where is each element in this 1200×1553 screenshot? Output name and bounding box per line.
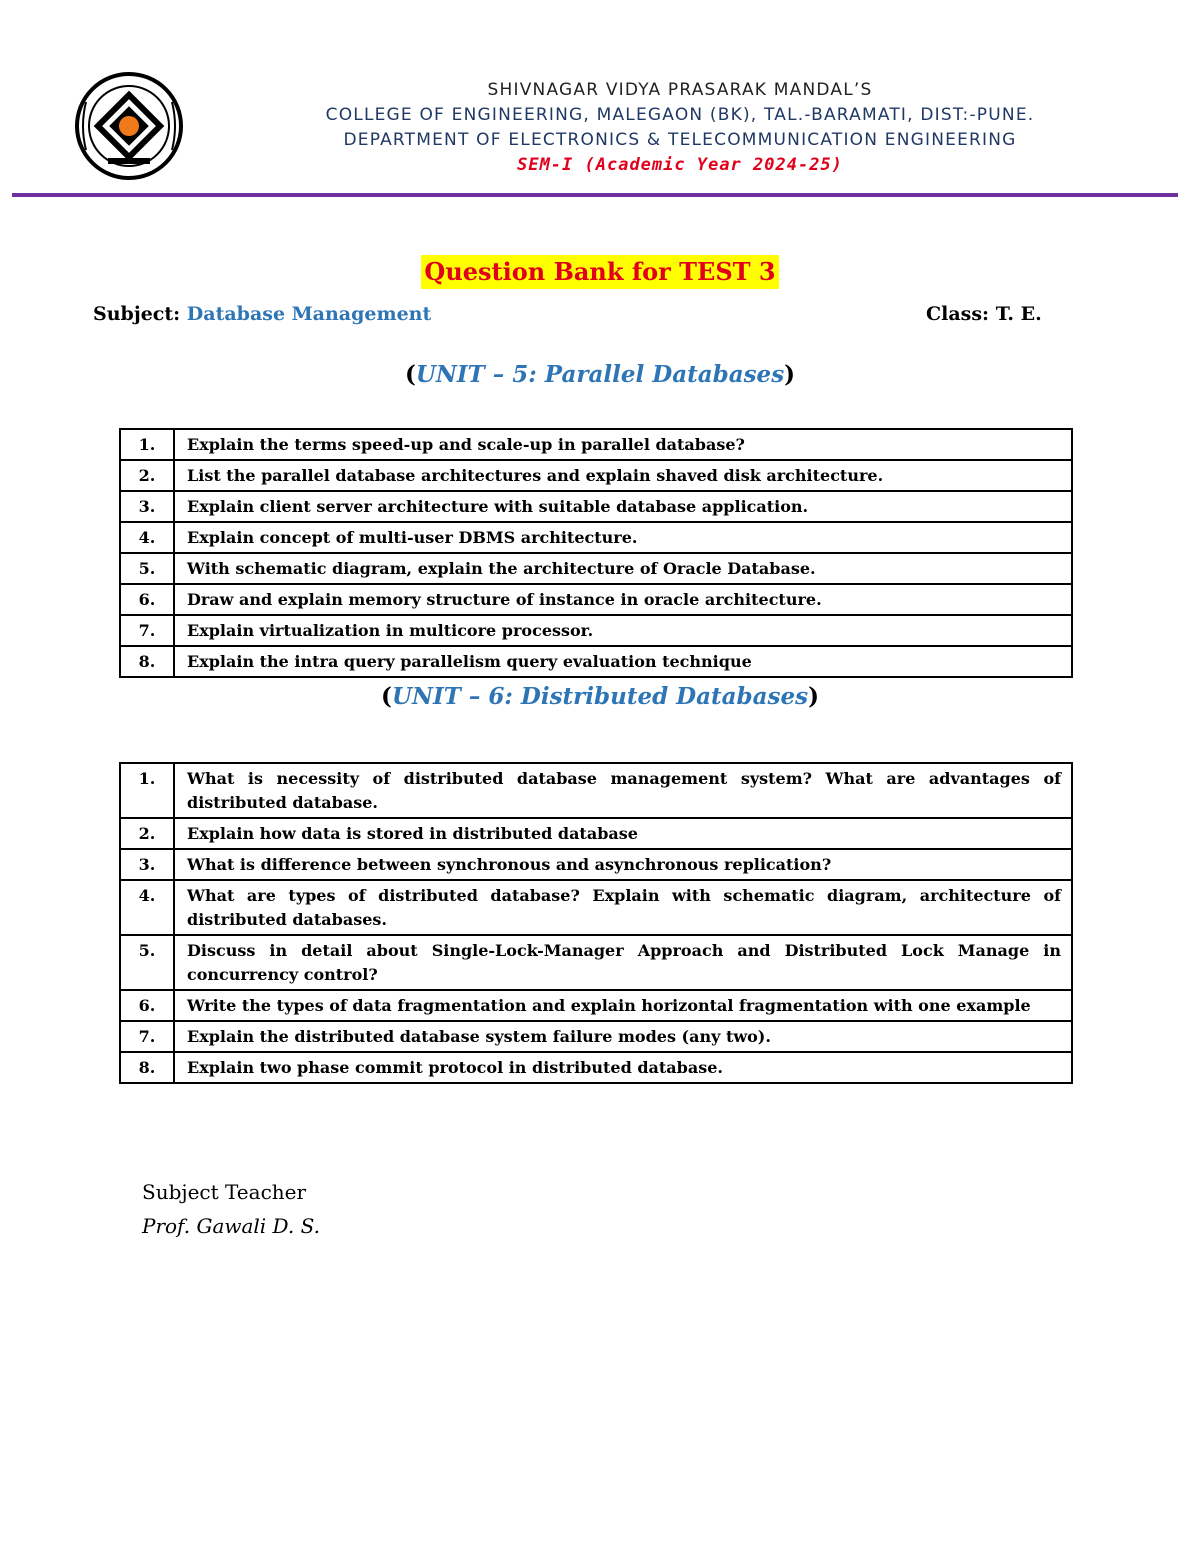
class-label: Class: [926, 303, 990, 325]
table-row [120, 522, 1072, 553]
question-text: Explain the intra query parallelism query evaluation technique [174, 646, 1072, 677]
question-number: 2. [120, 818, 174, 849]
question-number: 8. [120, 646, 174, 677]
question-number: 7. [120, 615, 174, 646]
question-text: Explain the distributed database system failure modes (any two). [174, 1021, 1072, 1052]
question-number: 8. [120, 1052, 174, 1083]
question-text: List the parallel database architectures and explain shaved disk architecture. [174, 460, 1072, 491]
table-row [120, 1052, 1072, 1083]
unit-5-question-table [119, 428, 1073, 678]
table-row [120, 646, 1072, 677]
table-row [120, 880, 1072, 935]
signature-block [142, 1175, 320, 1243]
question-number: 6. [120, 990, 174, 1021]
unit-5-heading [0, 361, 1200, 388]
question-number: 5. [120, 935, 174, 990]
question-text: Explain concept of multi-user DBMS architecture. [174, 522, 1072, 553]
signature-role: Subject Teacher [142, 1180, 307, 1204]
table-row [120, 990, 1072, 1021]
table-row [120, 553, 1072, 584]
table-row [120, 491, 1072, 522]
title-row [0, 255, 1200, 289]
question-text: Explain the terms speed-up and scale-up in parallel database? [174, 429, 1072, 460]
question-number: 4. [120, 880, 174, 935]
paren-close: ) [808, 683, 819, 710]
question-text: What are types of distributed database? Explain with schematic diagram, architecture of distributed databases. [174, 880, 1072, 935]
institution-block [240, 78, 1120, 178]
question-text: Explain two phase commit protocol in distributed database. [174, 1052, 1072, 1083]
question-number: 1. [120, 763, 174, 818]
question-number: 6. [120, 584, 174, 615]
paren-open: ( [381, 683, 392, 710]
signature-name: Prof. Gawali D. S. [142, 1214, 320, 1238]
page-title: Question Bank for TEST 3 [421, 255, 778, 289]
document-header [0, 0, 1200, 200]
question-text: Explain virtualization in multicore processor. [174, 615, 1072, 646]
table-row [120, 1021, 1072, 1052]
class-value: T. E. [995, 303, 1042, 325]
table-row [120, 460, 1072, 491]
semester-line: SEM-I (Academic Year 2024-25) [517, 155, 843, 175]
question-text: Explain client server architecture with suitable database application. [174, 491, 1072, 522]
header-divider [12, 193, 1178, 197]
subject-value: Database Management [186, 303, 432, 325]
question-number: 3. [120, 849, 174, 880]
table-row [120, 818, 1072, 849]
question-number: 3. [120, 491, 174, 522]
question-text: With schematic diagram, explain the architecture of Oracle Database. [174, 553, 1072, 584]
question-number: 2. [120, 460, 174, 491]
question-text: Draw and explain memory structure of instance in oracle architecture. [174, 584, 1072, 615]
unit-6-heading [0, 683, 1200, 710]
question-text: What is necessity of distributed database management system? What are advantages of distributed database. [174, 763, 1072, 818]
subject-label: Subject: [93, 303, 181, 325]
unit-6-question-table [119, 762, 1073, 1084]
question-text: Discuss in detail about Single-Lock-Manager Approach and Distributed Lock Manage in concurrency control? [174, 935, 1072, 990]
table-row [120, 849, 1072, 880]
question-text: What is difference between synchronous and asynchronous replication? [174, 849, 1072, 880]
unit-6-title: UNIT – 6: Distributed Databases [391, 683, 809, 710]
question-text: Write the types of data fragmentation and explain horizontal fragmentation with one example [174, 990, 1072, 1021]
class-info [926, 303, 1042, 325]
subject-info [93, 303, 431, 325]
table-row [120, 429, 1072, 460]
question-text: Explain how data is stored in distributed database [174, 818, 1072, 849]
department-name: DEPARTMENT OF ELECTRONICS & TELECOMMUNICATION ENGINEERING [343, 130, 1017, 150]
trust-name: SHIVNAGAR VIDYA PRASARAK MANDAL’S [487, 80, 873, 100]
college-logo [70, 72, 188, 180]
question-number: 4. [120, 522, 174, 553]
table-row [120, 615, 1072, 646]
paren-open: ( [404, 361, 416, 388]
table-row [120, 584, 1072, 615]
college-name: COLLEGE OF ENGINEERING, MALEGAON (BK), TAL.-BARAMATI, DIST:-PUNE. [325, 105, 1035, 125]
unit-5-title: UNIT – 5: Parallel Databases [415, 361, 785, 388]
table-row [120, 763, 1072, 818]
question-number: 5. [120, 553, 174, 584]
question-number: 1. [120, 429, 174, 460]
question-number: 7. [120, 1021, 174, 1052]
table-row [120, 935, 1072, 990]
paren-close: ) [784, 361, 796, 388]
